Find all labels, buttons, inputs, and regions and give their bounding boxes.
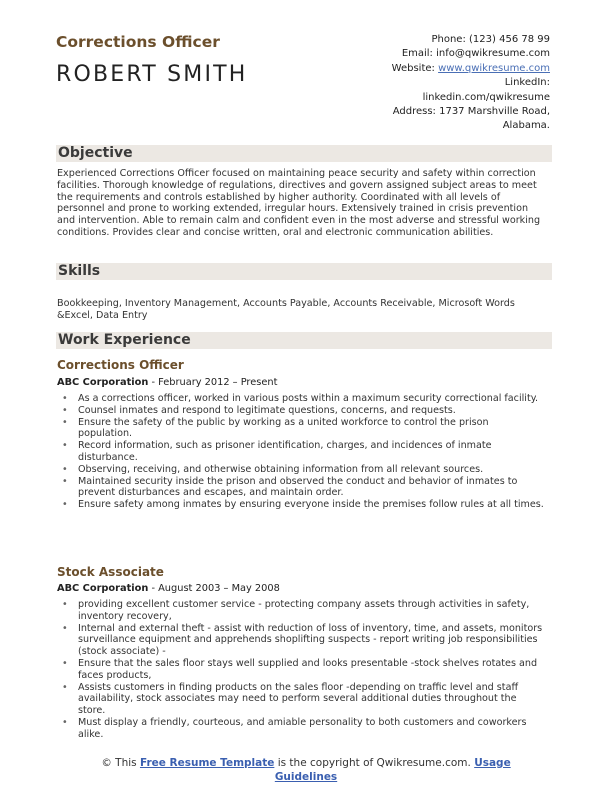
company-name: ABC Corporation xyxy=(57,583,149,594)
website-label: Website: xyxy=(391,62,435,74)
skills-heading: Skills xyxy=(58,263,101,279)
website-line xyxy=(350,62,550,76)
objective-heading: Objective xyxy=(58,145,133,161)
list-item: • Record information, such as prisoner identification, charges, and incidences of inmate disturbance. xyxy=(62,440,544,464)
candidate-name: ROBERT SMITH xyxy=(56,62,248,87)
footer-middle: is the copyright of Qwikresume.com. xyxy=(274,757,475,769)
guidelines-link[interactable]: Guidelines xyxy=(274,771,338,783)
objective-section-header xyxy=(56,145,552,162)
job-dates: - August 2003 – May 2008 xyxy=(148,583,280,594)
list-item: • Ensure safety among inmates by ensuring everyone inside the premises follow rules at all times. xyxy=(62,499,544,511)
website-link[interactable]: www.qwikresume.com xyxy=(438,62,550,74)
linkedin-label: LinkedIn: xyxy=(504,77,550,89)
address-line2: Alabama. xyxy=(502,120,550,132)
list-item: • Maintained security inside the prison and observed the conduct and behavior of inmates to prevent disturbances and escapes, and maintain order. xyxy=(62,476,544,500)
copyright-footer xyxy=(56,756,556,784)
skills-section-header xyxy=(56,263,552,280)
phone-value: (123) 456 78 99 xyxy=(469,34,550,45)
job-company-line xyxy=(57,583,280,594)
email-value: info@qwikresume.com xyxy=(436,48,550,60)
list-item: • Internal and external theft - assist with reduction of loss of inventory, time, and assets, monitors surveillance equipment and apprehends shoplifting suspects - report writing job responsibilities (stock associate) - xyxy=(62,623,544,658)
list-item: • Assists customers in finding products on the sales floor -depending on traffic level and staff availability, stock associates may need to perform several additional duties throughout the store. xyxy=(62,682,544,717)
list-item: • Ensure the safety of the public by working as a united workforce to control the prison population. xyxy=(62,417,544,441)
job-title: Corrections Officer xyxy=(57,358,184,372)
job-bullets xyxy=(62,599,544,741)
list-item: • Ensure that the sales floor stays well supplied and looks presentable -stock shelves rotates and faces products, xyxy=(62,658,544,682)
job-bullets xyxy=(62,393,544,511)
work-section-header xyxy=(56,332,552,349)
objective-text: Experienced Corrections Officer focused on maintaining peace security and safety within correction facilities. Thorough knowledge of regulations, directives and govern assigned subject areas to meet the requirements and controls established by higher authority. Coordinated with all levels of personnel and prone to working extended, irregular hours. Extensively trained in crisis prevention and intervention. Able to remain calm and confident even in the most adverse and stressful working conditions. Provides clear and concise written, oral and electronic communication abilities. xyxy=(57,168,541,238)
job-title: Stock Associate xyxy=(57,565,164,579)
list-item: • Observing, receiving, and otherwise obtaining information from all relevant sources. xyxy=(62,464,544,476)
usage-link[interactable]: Usage xyxy=(474,757,511,769)
list-item: • As a corrections officer, worked in various posts within a maximum security correctional facility. xyxy=(62,393,544,405)
address-line xyxy=(350,105,550,119)
linkedin-value: linkedin.com/qwikresume xyxy=(422,91,550,103)
job-dates: - February 2012 – Present xyxy=(148,377,278,388)
resume-job-title: Corrections Officer xyxy=(56,33,220,51)
address-line1: 1737 Marshville Road, xyxy=(439,106,550,118)
free-resume-template-link[interactable]: Free Resume Template xyxy=(139,757,275,769)
work-heading: Work Experience xyxy=(58,332,191,348)
list-item: • Counsel inmates and respond to legitimate questions, concerns, and requests. xyxy=(62,405,544,417)
list-item: • providing excellent customer service - protecting company assets through activities in safety, inventory recovery, xyxy=(62,599,544,623)
phone-line xyxy=(350,33,550,47)
email-line xyxy=(350,47,550,61)
address-label: Address: xyxy=(392,106,436,118)
contact-block xyxy=(350,33,550,134)
phone-label: Phone: xyxy=(431,34,466,45)
list-item: • Must display a friendly, courteous, and amiable personality to both customers and coworkers alike. xyxy=(62,717,544,741)
email-label: Email: xyxy=(401,48,433,60)
company-name: ABC Corporation xyxy=(57,377,149,388)
footer-prefix: © This xyxy=(101,757,140,769)
job-company-line xyxy=(57,377,277,388)
skills-text: Bookkeeping, Inventory Management, Accounts Payable, Accounts Receivable, Microsoft Words &Excel, Data Entry xyxy=(57,298,515,321)
